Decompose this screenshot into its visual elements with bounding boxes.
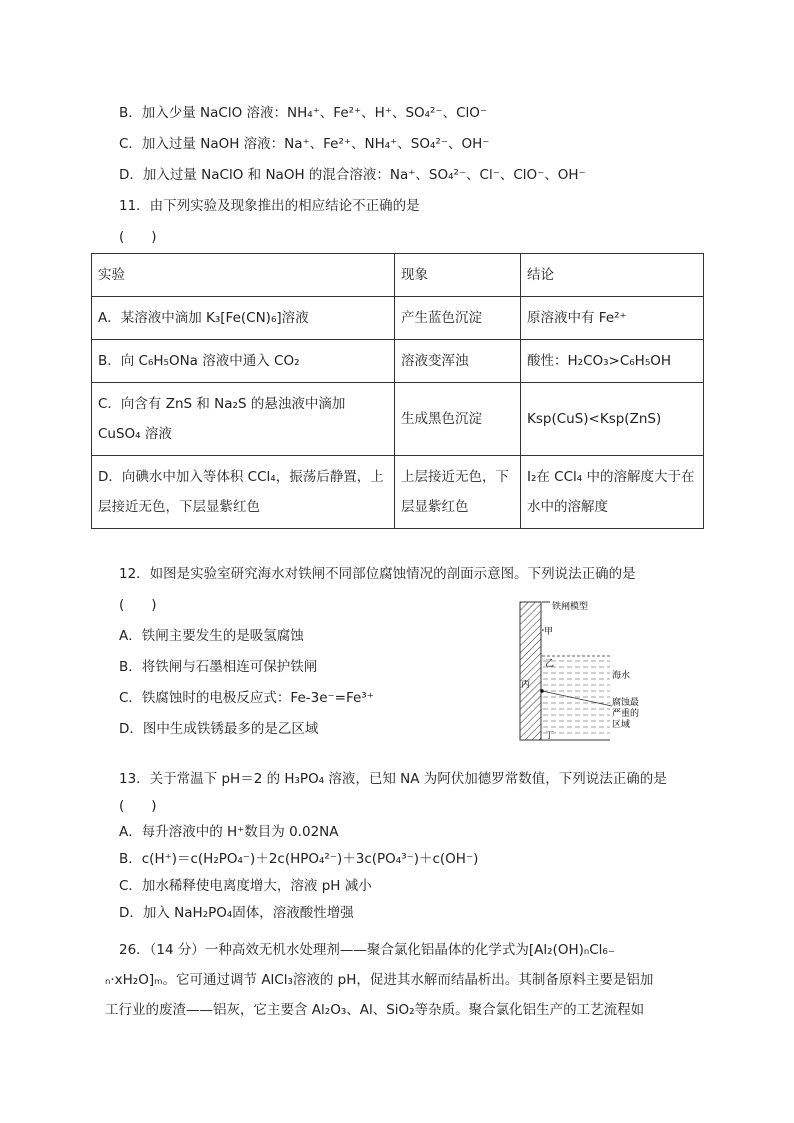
cell-phenomenon: 溶液变浑浊 bbox=[395, 340, 521, 383]
q13-option-c: C．加水稀释使电离度增大，溶液 pH 减小 bbox=[119, 878, 372, 894]
cell-conclusion: Ksp(CuS)<Ksp(ZnS) bbox=[521, 383, 704, 456]
q12-answer-paren: ( ) bbox=[119, 597, 157, 613]
header-conclusion: 结论 bbox=[521, 254, 704, 297]
label-jia: 甲 bbox=[544, 627, 554, 637]
header-phenomenon: 现象 bbox=[395, 254, 521, 297]
label-ding: 丁 bbox=[545, 731, 555, 741]
cell-experiment: C．向含有 ZnS 和 Na₂S 的悬浊液中滴加 CuSO₄ 溶液 bbox=[92, 383, 395, 456]
cell-conclusion: I₂在 CCl₄ 中的溶解度大于在水中的溶解度 bbox=[521, 456, 704, 529]
label-seawater: 海水 bbox=[612, 671, 631, 681]
cell-phenomenon: 产生蓝色沉淀 bbox=[395, 297, 521, 340]
table-header-row bbox=[92, 254, 704, 297]
q10-option-b: B．加入少量 NaClO 溶液：NH₄⁺、Fe²⁺、H⁺、SO₄²⁻、ClO⁻ bbox=[119, 105, 488, 121]
q10-option-d: D．加入过量 NaClO 和 NaOH 的混合溶液：Na⁺、SO₄²⁻、Cl⁻、ClO⁻、OH⁻ bbox=[119, 167, 586, 183]
q12-option-c: C．铁腐蚀时的电极反应式：Fe-3e⁻=Fe³⁺ bbox=[119, 690, 374, 706]
q10-option-c: C．加入过量 NaOH 溶液：Na⁺、Fe²⁺、NH₄⁺、SO₄²⁻、OH⁻ bbox=[119, 136, 490, 152]
cell-experiment: D．向碘水中加入等体积 CCl₄，振荡后静置，上层接近无色，下层显紫红色 bbox=[92, 456, 395, 529]
q11-experiment-table bbox=[91, 253, 704, 529]
q13-option-b: B．c(H⁺)＝c(H₂PO₄⁻)＋2c(HPO₄²⁻)＋3c(PO₄³⁻)＋c(OH⁻) bbox=[119, 851, 479, 867]
table-row bbox=[92, 383, 704, 456]
cell-phenomenon: 上层接近无色，下层显紫红色 bbox=[395, 456, 521, 529]
label-iron-gate-model: 铁闸模型 bbox=[552, 602, 589, 612]
iron-gate-model-shape bbox=[520, 602, 541, 740]
label-bing: 丙 bbox=[521, 680, 531, 690]
q11-answer-paren: ( ) bbox=[119, 229, 157, 245]
q13-option-d: D．加入 NaH₂PO₄固体，溶液酸性增强 bbox=[119, 905, 354, 921]
header-experiment: 实验 bbox=[92, 254, 395, 297]
cell-conclusion: 酸性：H₂CO₃>C₆H₅OH bbox=[521, 340, 704, 383]
cell-phenomenon: 生成黑色沉淀 bbox=[395, 383, 521, 456]
q12-option-a: A．铁闸主要发生的是吸氢腐蚀 bbox=[119, 628, 304, 644]
table-row bbox=[92, 456, 704, 529]
label-corrosion-line3: 区域 bbox=[612, 720, 631, 730]
q13-stem: 13．关于常温下 pH＝2 的 H₃PO₄ 溶液，已知 NA 为阿伏加德罗常数值，下列说法正确的是 bbox=[119, 771, 667, 787]
q12-option-b: B．将铁闸与石墨相连可保护铁闸 bbox=[119, 659, 318, 675]
q12-option-d: D．图中生成铁锈最多的是乙区域 bbox=[119, 721, 319, 737]
cell-experiment: B．向 C₆H₅ONa 溶液中通入 CO₂ bbox=[92, 340, 395, 383]
label-corrosion-line2: 严重的 bbox=[612, 709, 640, 719]
q26-line3: 工行业的废渣——铝灰，它主要含 Al₂O₃、Al、SiO₂等杂质。聚合氯化铝生产的工艺流程如 bbox=[105, 1002, 645, 1018]
table-row bbox=[92, 297, 704, 340]
table-row bbox=[92, 340, 704, 383]
q13-answer-paren: ( ) bbox=[119, 798, 157, 814]
iron-gate-seawater-diagram bbox=[518, 598, 648, 744]
q12-stem: 12．如图是实验室研究海水对铁闸不同部位腐蚀情况的剖面示意图。下列说法正确的是 bbox=[119, 566, 636, 582]
q11-stem: 11．由下列实验及现象推出的相应结论不正确的是 bbox=[119, 198, 420, 214]
q26-line2: ₙ·xH₂O]ₘ。它可通过调节 AlCl₃溶液的 pH，促进其水解而结晶析出。其制备原料主要是铝加 bbox=[105, 972, 654, 988]
q26-line1: 26．（14 分）一种高效无机水处理剂——聚合氯化铝晶体的化学式为[Al₂(OH)ₙCl₆₋ bbox=[119, 942, 615, 958]
label-yi: 乙 bbox=[545, 659, 555, 669]
cell-conclusion: 原溶液中有 Fe²⁺ bbox=[521, 297, 704, 340]
label-corrosion-line1: 腐蚀最 bbox=[612, 698, 640, 708]
q13-option-a: A．每升溶液中的 H⁺数目为 0.02NA bbox=[119, 824, 339, 840]
cell-experiment: A．某溶液中滴加 K₃[Fe(CN)₆]溶液 bbox=[92, 297, 395, 340]
